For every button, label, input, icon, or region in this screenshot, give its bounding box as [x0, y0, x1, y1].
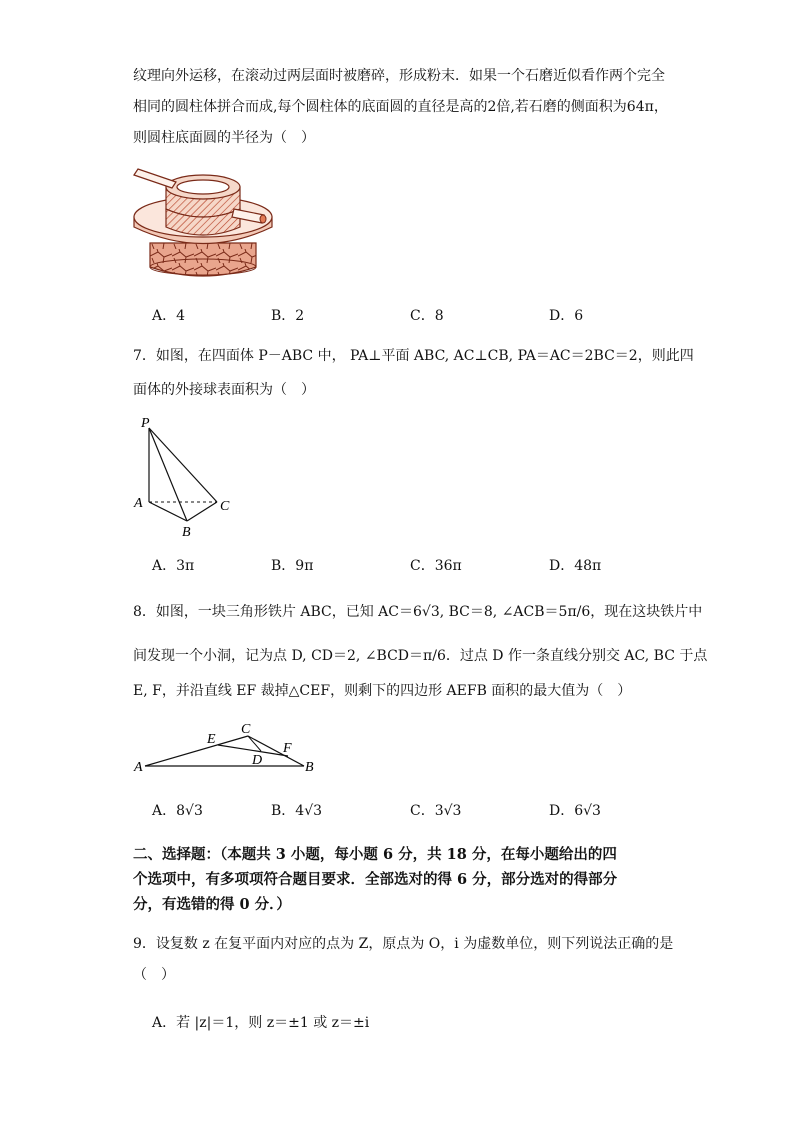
q6-text-line-1: 纹理向外运移，在滚动过两层面时被磨碎，形成粉末．如果一个石磨近似看作两个完全 — [133, 68, 665, 84]
tetrahedron-figure — [128, 412, 240, 540]
label-p: P — [141, 416, 150, 431]
q9-option-a[interactable]: A．若 |z|＝1，则 z＝±1 或 z＝±i — [152, 1015, 370, 1031]
q8-text-line-2: 间发现一个小洞，记为点 D, CD＝2, ∠BCD＝π/6．过点 D 作一条直线分别交 AC, BC 于点 — [133, 648, 708, 664]
label-f: F — [283, 741, 292, 756]
q6-option-a[interactable]: A．4 — [152, 308, 186, 324]
q7-option-b[interactable]: B．9π — [271, 558, 314, 574]
millstone-figure — [128, 165, 278, 287]
triangle-figure — [128, 718, 328, 778]
section-2-heading-line-1: 二、选择题：（本题共 3 小题，每小题 6 分，共 18 分，在每小题给出的四 — [133, 846, 617, 863]
label-b: B — [305, 760, 314, 775]
q6-option-b[interactable]: B．2 — [271, 308, 305, 324]
q8-text-line-3: E, F，并沿直线 EF 裁掉△CEF，则剩下的四边形 AEFB 面积的最大值为（ ） — [133, 683, 632, 699]
q8-text-line-1: 8．如图，一块三角形铁片 ABC，已知 AC＝6√3, BC＝8, ∠ACB＝5π/6，现在这块铁片中 — [133, 604, 703, 620]
q6-option-c[interactable]: C．8 — [410, 308, 444, 324]
q7-option-a[interactable]: A．3π — [152, 558, 195, 574]
label-a: A — [134, 496, 143, 511]
section-2-heading-line-3: 分，有选错的得 0 分．） — [133, 896, 291, 913]
section-2-heading-line-2: 个选项中，有多项项符合题目要求．全部选对的得 6 分，部分选对的得部分 — [133, 871, 618, 888]
label-b: B — [182, 525, 191, 540]
q6-text-line-2: 相同的圆柱体拼合而成,每个圆柱体的底面圆的直径是高的2倍,若石磨的侧面积为64π， — [133, 99, 668, 115]
label-c: C — [241, 722, 251, 737]
q7-option-d[interactable]: D．48π — [549, 558, 602, 574]
label-d: D — [252, 753, 263, 768]
q9-text-line-2: （ ） — [133, 967, 175, 983]
label-a: A — [134, 760, 143, 775]
q6-option-d[interactable]: D．6 — [549, 308, 584, 324]
q9-text-line-1: 9．设复数 z 在复平面内对应的点为 Z，原点为 O，i 为虚数单位，则下列说法正确的是 — [133, 936, 674, 952]
q8-option-a[interactable]: A．8√3 — [152, 803, 203, 819]
q7-text-line-1: 7．如图，在四面体 P－ABC 中， PA⊥平面 ABC, AC⊥CB, PA＝AC＝2BC＝2，则此四 — [133, 348, 694, 364]
label-e: E — [207, 732, 216, 747]
q8-option-b[interactable]: B．4√3 — [271, 803, 323, 819]
q8-option-c[interactable]: C．3√3 — [410, 803, 462, 819]
q6-text-line-3: 则圆柱底面圆的半径为（ ） — [133, 130, 315, 146]
q7-text-line-2: 面体的外接球表面积为（ ） — [133, 382, 315, 398]
q8-option-d[interactable]: D．6√3 — [549, 803, 601, 819]
q7-option-c[interactable]: C．36π — [410, 558, 462, 574]
label-c: C — [220, 499, 230, 514]
